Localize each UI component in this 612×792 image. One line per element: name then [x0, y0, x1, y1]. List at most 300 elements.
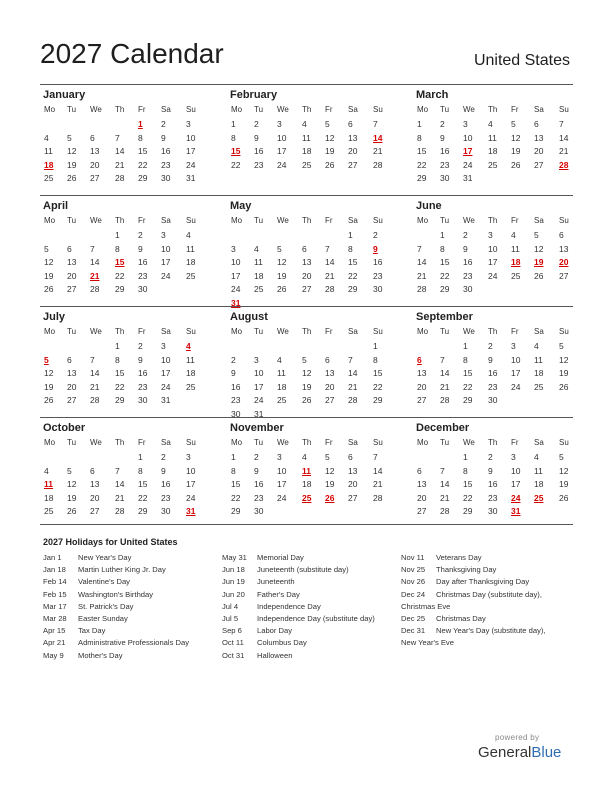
day-cell: 10 — [231, 257, 241, 267]
day-cell: 23 — [161, 159, 171, 170]
holiday-item — [222, 553, 375, 565]
day-cell: 25 — [44, 173, 54, 183]
day-cell: 11 — [186, 354, 195, 365]
day-cell: 9 — [488, 465, 493, 476]
day-cell: 17 — [161, 368, 171, 378]
day-cell: 19 — [302, 381, 312, 392]
day-cell: 2 — [373, 230, 378, 240]
day-cell: 10 — [254, 368, 264, 378]
day-cell: 9 — [161, 465, 166, 476]
day-cell: 15 — [231, 479, 241, 489]
day-cell: 16 — [138, 368, 148, 378]
month-block — [413, 418, 575, 528]
holiday-date: Feb 15 — [43, 589, 67, 599]
month-row — [40, 84, 573, 195]
day-cell: 3 — [463, 119, 468, 129]
weekday-label: Fr — [138, 216, 146, 225]
day-cell: 16 — [254, 479, 264, 489]
holiday-date: Oct 11 — [222, 638, 244, 648]
day-cell: 12 — [302, 368, 312, 378]
day-cell: 17 — [511, 479, 521, 489]
holiday-date: Jul 5 — [222, 613, 239, 623]
day-cell: 26 — [302, 395, 312, 405]
day-cell: 10 — [161, 243, 171, 254]
holiday-name: Veterans Day — [436, 553, 482, 562]
day-cell: 6 — [90, 465, 95, 476]
day-cell: 10 — [186, 132, 196, 143]
day-cell: 1 — [440, 230, 445, 240]
brand-blue: Blue — [531, 744, 562, 761]
day-cell: 21 — [440, 492, 450, 503]
day-cell: 9 — [161, 132, 166, 143]
day-cell: 2 — [254, 452, 259, 462]
day-cell: 1 — [463, 452, 468, 462]
day-cell: 19 — [511, 146, 521, 156]
day-cell: 29 — [138, 173, 148, 183]
holiday-item — [222, 638, 375, 650]
month-name: November — [230, 422, 284, 434]
day-cell: 1 — [115, 230, 120, 240]
day-cell: 12 — [534, 243, 544, 254]
day-cell: 11 — [511, 243, 520, 254]
holiday-date: May 9 — [43, 650, 64, 660]
day-cell: 23 — [440, 159, 450, 170]
day-cell: 20 — [417, 492, 427, 503]
weekday-label: Tu — [67, 216, 77, 225]
day-cell: 31 — [186, 506, 196, 516]
month-block — [227, 418, 389, 528]
day-cell: 5 — [302, 354, 307, 365]
day-cell: 4 — [302, 452, 307, 462]
day-cell: 12 — [559, 354, 569, 365]
day-cell: 3 — [186, 452, 191, 462]
day-cell: 8 — [138, 465, 143, 476]
day-cell: 22 — [138, 492, 148, 503]
month-row — [40, 195, 573, 306]
day-cell: 15 — [440, 257, 450, 267]
day-cell: 8 — [115, 354, 120, 365]
day-cell: 30 — [463, 284, 473, 294]
weekday-label: We — [277, 438, 289, 447]
holiday-name: Martin Luther King Jr. Day — [78, 565, 166, 575]
day-cell: 5 — [67, 465, 72, 476]
day-cell: 29 — [115, 395, 125, 405]
holidays-title: 2027 Holidays for United States — [43, 537, 178, 547]
day-cell: 8 — [440, 243, 445, 254]
holiday-name: Administrative Professionals Day — [78, 638, 189, 648]
weekday-label: Th — [488, 327, 498, 336]
day-cell: 30 — [138, 395, 148, 405]
day-cell: 17 — [186, 479, 196, 489]
day-cell: 15 — [115, 368, 125, 378]
day-cell: 13 — [534, 132, 544, 143]
day-cell: 28 — [440, 395, 450, 405]
day-cell: 25 — [186, 270, 196, 281]
weekday-label: Fr — [325, 327, 333, 336]
day-cell: 18 — [302, 479, 312, 489]
day-cell: 20 — [417, 381, 427, 392]
holiday-item — [401, 638, 546, 650]
holiday-name: Juneteenth — [257, 577, 295, 587]
day-cell: 15 — [417, 146, 427, 156]
holiday-item — [222, 614, 375, 626]
day-cell: 10 — [277, 132, 287, 143]
holiday-item — [401, 590, 546, 602]
weekday-label: Su — [186, 327, 196, 336]
day-cell: 9 — [138, 243, 143, 254]
country-label: United States — [473, 52, 570, 69]
weekday-label: Tu — [440, 105, 450, 114]
day-cell: 4 — [534, 452, 539, 462]
day-cell: 12 — [67, 479, 77, 489]
weekday-label: Fr — [511, 438, 519, 447]
day-cell: 24 — [161, 270, 171, 281]
day-cell: 28 — [348, 395, 358, 405]
day-cell: 9 — [254, 132, 259, 143]
day-cell: 22 — [440, 270, 450, 281]
day-cell: 9 — [231, 368, 236, 378]
day-cell: 3 — [161, 341, 166, 351]
day-cell: 1 — [348, 230, 353, 240]
holiday-item — [222, 577, 375, 589]
day-cell: 19 — [559, 368, 569, 378]
day-cell: 5 — [325, 119, 330, 129]
day-cell: 8 — [348, 243, 353, 254]
day-cell: 11 — [488, 132, 497, 143]
day-cell: 28 — [373, 159, 383, 170]
month-block — [413, 85, 575, 195]
holiday-name: Independence Day — [257, 601, 321, 611]
day-cell: 8 — [115, 243, 120, 254]
holiday-date: Mar 17 — [43, 601, 67, 611]
day-cell: 11 — [302, 132, 311, 143]
day-cell: 7 — [373, 119, 378, 129]
day-cell: 11 — [534, 465, 543, 476]
day-cell: 14 — [559, 132, 569, 143]
brand-general: General — [478, 744, 532, 761]
day-cell: 13 — [348, 132, 358, 143]
holiday-date: Apr 15 — [43, 626, 66, 636]
day-cell: 30 — [373, 284, 383, 294]
holiday-date: Nov 26 — [401, 577, 426, 587]
weekday-label: We — [463, 438, 475, 447]
weekday-label: We — [463, 105, 475, 114]
day-cell: 19 — [277, 270, 287, 281]
holiday-name: Father's Day — [257, 589, 300, 599]
month-block — [40, 196, 202, 306]
day-cell: 7 — [90, 243, 95, 254]
day-cell: 5 — [325, 452, 330, 462]
day-cell: 24 — [186, 159, 196, 170]
day-cell: 10 — [511, 465, 521, 476]
day-cell: 2 — [138, 341, 143, 351]
day-cell: 24 — [277, 492, 287, 503]
day-cell: 28 — [90, 395, 100, 405]
month-name: April — [43, 200, 69, 212]
weekday-label: Fr — [511, 216, 519, 225]
day-cell: 22 — [417, 159, 427, 170]
holiday-name: Washington's Birthday — [78, 589, 154, 599]
day-cell: 22 — [463, 381, 473, 392]
day-cell: 31 — [186, 173, 196, 183]
day-cell: 16 — [488, 368, 498, 378]
day-cell: 20 — [90, 159, 100, 170]
holiday-name: Easter Sunday — [78, 613, 128, 623]
holiday-item — [401, 553, 546, 565]
day-cell: 20 — [90, 492, 100, 503]
day-cell: 31 — [254, 408, 264, 419]
day-cell: 7 — [325, 243, 330, 254]
day-cell: 2 — [254, 119, 259, 129]
day-cell: 28 — [325, 284, 335, 294]
day-cell: 23 — [488, 492, 498, 503]
weekday-label: We — [463, 327, 475, 336]
holiday-item — [43, 651, 189, 663]
day-cell: 12 — [559, 465, 569, 476]
day-cell: 1 — [231, 119, 236, 129]
day-cell: 22 — [373, 381, 383, 392]
day-cell: 14 — [348, 368, 358, 378]
holiday-date: Jun 20 — [222, 589, 245, 599]
weekday-label: Sa — [161, 216, 171, 225]
day-cell: 29 — [373, 395, 383, 405]
weekday-label: Tu — [67, 438, 77, 447]
holiday-date: Oct 31 — [222, 650, 245, 660]
day-cell: 3 — [277, 452, 282, 462]
day-cell: 6 — [417, 354, 422, 365]
day-cell: 22 — [348, 270, 358, 281]
divider — [40, 524, 573, 525]
day-cell: 23 — [488, 381, 498, 392]
day-cell: 29 — [463, 395, 473, 405]
day-cell: 4 — [186, 341, 191, 351]
day-cell: 17 — [463, 146, 473, 156]
day-cell: 16 — [373, 257, 383, 267]
day-cell: 24 — [277, 159, 287, 170]
day-cell: 29 — [417, 173, 427, 183]
day-cell: 29 — [440, 284, 450, 294]
day-cell: 23 — [254, 159, 264, 170]
day-cell: 11 — [534, 354, 543, 365]
month-block — [40, 85, 202, 195]
holiday-item — [43, 553, 189, 565]
day-cell: 10 — [186, 465, 196, 476]
day-cell: 13 — [90, 479, 100, 489]
day-cell: 11 — [277, 368, 286, 378]
holiday-name: St. Patrick's Day — [78, 601, 134, 611]
day-cell: 22 — [231, 492, 241, 503]
generalblue-logo[interactable] — [478, 744, 561, 761]
day-cell: 30 — [488, 506, 498, 516]
day-cell: 14 — [90, 257, 100, 267]
month-name: January — [43, 89, 86, 101]
holiday-name: New Year's Day — [78, 553, 132, 562]
day-cell: 10 — [161, 354, 171, 365]
day-cell: 19 — [325, 479, 335, 489]
day-cell: 2 — [488, 452, 493, 462]
day-cell: 29 — [348, 284, 358, 294]
day-cell: 20 — [348, 146, 358, 156]
day-cell: 21 — [348, 381, 358, 392]
day-cell: 18 — [488, 146, 498, 156]
day-cell: 4 — [254, 243, 259, 254]
weekday-label: Mo — [417, 105, 429, 114]
weekday-label: Sa — [348, 438, 358, 447]
month-name: March — [416, 89, 449, 101]
day-cell: 9 — [254, 465, 259, 476]
holiday-date: Jul 4 — [222, 601, 239, 611]
day-cell: 23 — [138, 270, 148, 281]
day-cell: 12 — [277, 257, 287, 267]
day-cell: 14 — [440, 479, 450, 489]
day-cell: 17 — [277, 146, 287, 156]
weekday-label: Su — [559, 327, 569, 336]
day-cell: 21 — [115, 159, 125, 170]
day-cell: 27 — [325, 395, 335, 405]
day-cell: 14 — [115, 146, 125, 156]
day-cell: 1 — [138, 452, 143, 462]
weekday-label: Su — [373, 216, 383, 225]
day-cell: 13 — [559, 243, 569, 254]
day-cell: 4 — [534, 341, 539, 351]
day-cell: 27 — [534, 159, 544, 170]
day-cell: 5 — [511, 119, 516, 129]
weekday-label: We — [277, 216, 289, 225]
day-cell: 15 — [463, 479, 473, 489]
day-cell: 31 — [463, 173, 473, 183]
holiday-item — [222, 602, 375, 614]
day-cell: 27 — [559, 270, 569, 281]
weekday-label: Mo — [44, 327, 56, 336]
day-cell: 8 — [231, 465, 236, 476]
day-cell: 15 — [138, 479, 148, 489]
month-block — [227, 196, 389, 306]
day-cell: 12 — [511, 132, 521, 143]
day-cell: 25 — [44, 506, 54, 516]
day-cell: 19 — [559, 479, 569, 489]
weekday-label: Tu — [254, 327, 264, 336]
holiday-item — [43, 577, 189, 589]
holiday-date: Feb 14 — [43, 577, 67, 587]
holiday-name: New Year's Eve — [401, 638, 454, 648]
month-block — [40, 307, 202, 417]
weekday-label: Tu — [67, 105, 77, 114]
weekday-label: Sa — [534, 327, 544, 336]
day-cell: 5 — [277, 243, 282, 254]
day-cell: 27 — [67, 395, 77, 405]
day-cell: 4 — [186, 230, 191, 240]
day-cell: 21 — [559, 146, 569, 156]
holiday-date: May 31 — [222, 553, 247, 562]
weekday-label: Su — [373, 105, 383, 114]
day-cell: 6 — [325, 354, 330, 365]
day-cell: 17 — [511, 368, 521, 378]
holiday-item — [43, 590, 189, 602]
day-cell: 23 — [463, 270, 473, 281]
day-cell: 18 — [534, 479, 544, 489]
day-cell: 3 — [277, 119, 282, 129]
day-cell: 6 — [348, 452, 353, 462]
day-cell: 12 — [44, 368, 54, 378]
day-cell: 24 — [231, 284, 241, 294]
day-cell: 6 — [67, 354, 72, 365]
day-cell: 26 — [534, 270, 544, 281]
day-cell: 24 — [511, 492, 521, 503]
day-cell: 3 — [161, 230, 166, 240]
day-cell: 24 — [254, 395, 264, 405]
day-cell: 6 — [534, 119, 539, 129]
day-cell: 5 — [44, 354, 49, 365]
day-cell: 28 — [417, 284, 427, 294]
day-cell: 23 — [138, 381, 148, 392]
day-cell: 9 — [373, 243, 378, 254]
weekday-label: Th — [115, 438, 125, 447]
day-cell: 8 — [417, 132, 422, 143]
month-name: August — [230, 311, 268, 323]
day-cell: 7 — [90, 354, 95, 365]
day-cell: 22 — [138, 159, 148, 170]
day-cell: 17 — [488, 257, 498, 267]
day-cell: 30 — [161, 173, 171, 183]
day-cell: 25 — [186, 381, 196, 392]
holiday-item — [222, 651, 375, 663]
day-cell: 1 — [463, 341, 468, 351]
day-cell: 14 — [115, 479, 125, 489]
weekday-label: Th — [302, 105, 312, 114]
day-cell: 5 — [559, 452, 564, 462]
weekday-label: Tu — [440, 438, 450, 447]
day-cell: 21 — [90, 270, 100, 281]
day-cell: 4 — [302, 119, 307, 129]
day-cell: 26 — [44, 284, 54, 294]
day-cell: 3 — [186, 119, 191, 129]
holiday-date: Apr 21 — [43, 638, 66, 648]
day-cell: 28 — [90, 284, 100, 294]
weekday-label: Fr — [325, 216, 333, 225]
day-cell: 18 — [254, 270, 264, 281]
day-cell: 23 — [161, 492, 171, 503]
day-cell: 18 — [44, 159, 54, 170]
holiday-column — [401, 553, 546, 651]
holiday-date: Mar 28 — [43, 613, 67, 623]
holiday-date: Jan 18 — [43, 565, 66, 575]
weekday-label: Mo — [231, 105, 243, 114]
day-cell: 17 — [277, 479, 287, 489]
day-cell: 20 — [67, 381, 77, 392]
day-cell: 15 — [231, 146, 241, 156]
day-cell: 17 — [254, 381, 264, 392]
day-cell: 7 — [115, 465, 120, 476]
day-cell: 7 — [115, 132, 120, 143]
weekday-label: We — [277, 327, 289, 336]
day-cell: 19 — [534, 257, 544, 267]
day-cell: 15 — [348, 257, 358, 267]
day-cell: 8 — [463, 354, 468, 365]
day-cell: 24 — [186, 492, 196, 503]
day-cell: 3 — [511, 341, 516, 351]
day-cell: 4 — [44, 132, 49, 143]
day-cell: 31 — [161, 395, 171, 405]
day-cell: 1 — [231, 452, 236, 462]
day-cell: 20 — [325, 381, 335, 392]
holiday-item — [43, 565, 189, 577]
day-cell: 18 — [44, 492, 54, 503]
weekday-label: Mo — [44, 216, 56, 225]
day-cell: 2 — [231, 354, 236, 365]
day-cell: 17 — [186, 146, 196, 156]
weekday-label: Th — [302, 216, 312, 225]
day-cell: 6 — [67, 243, 72, 254]
